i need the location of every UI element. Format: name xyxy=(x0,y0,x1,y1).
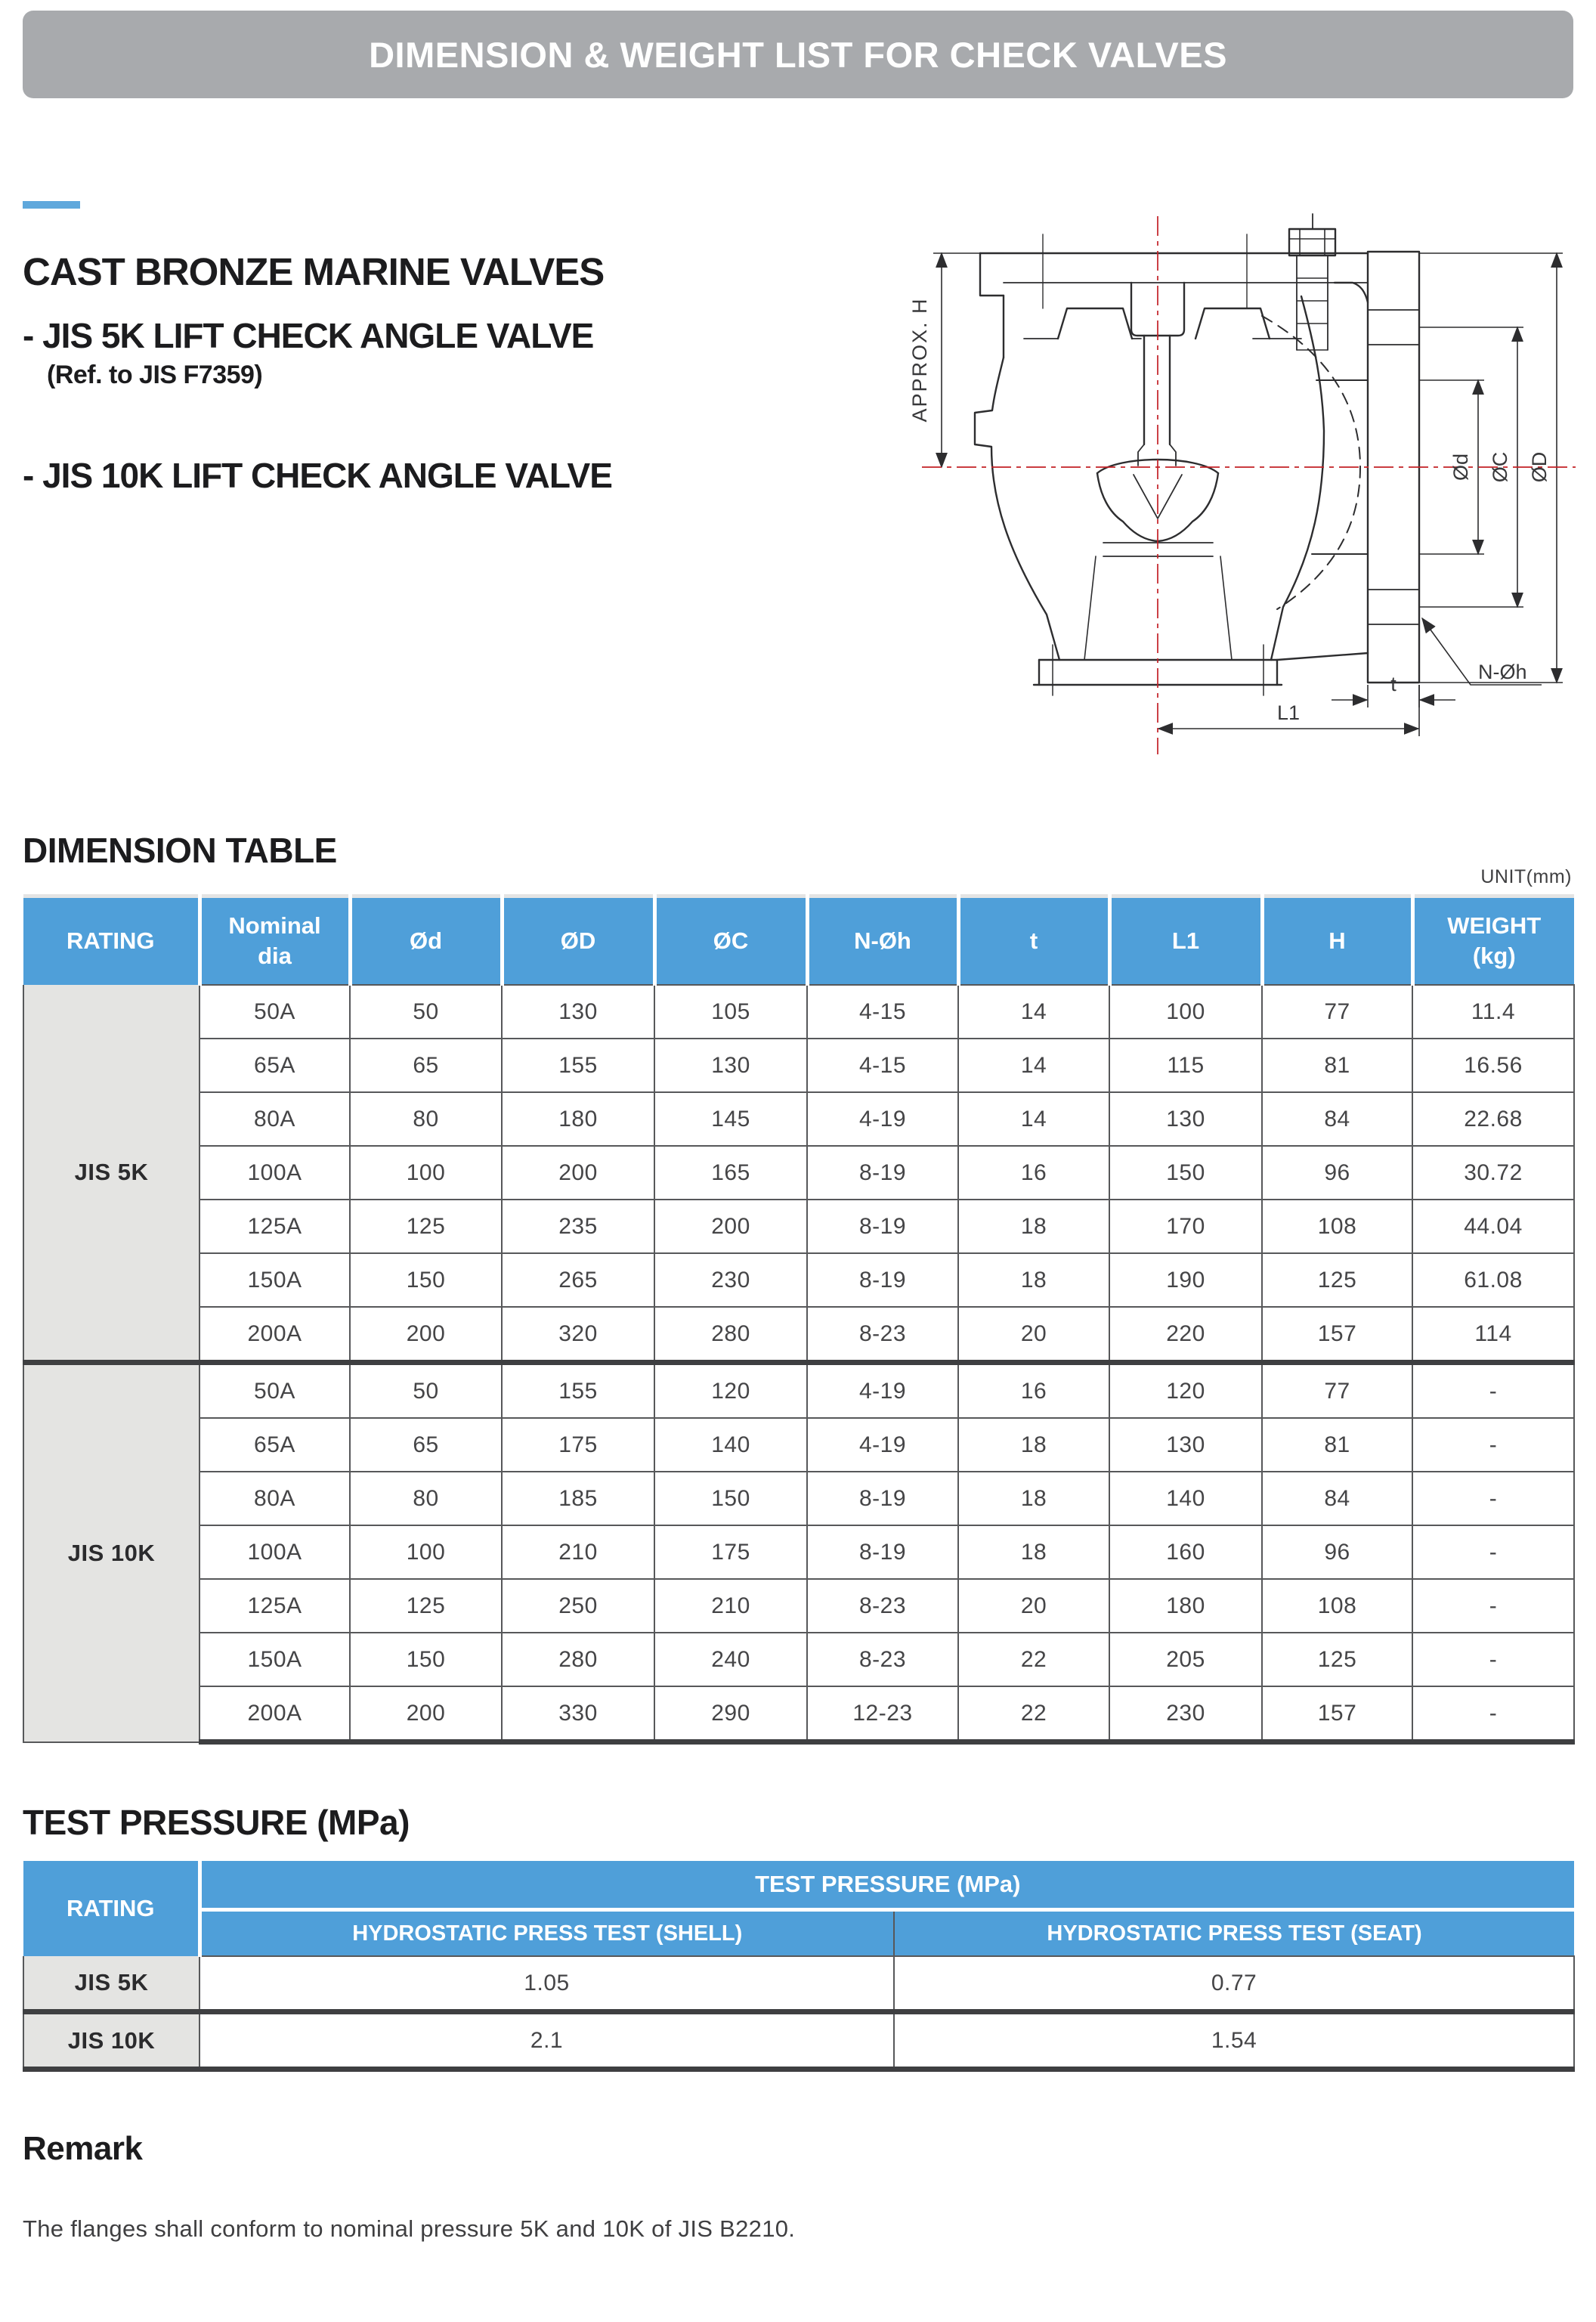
dimension-lines xyxy=(933,253,1563,736)
dimension-cell: 185 xyxy=(502,1472,654,1525)
valve-body-outline xyxy=(975,214,1419,695)
dimension-cell: 205 xyxy=(1109,1633,1262,1686)
dimension-cell: 220 xyxy=(1109,1307,1262,1363)
dimension-cell: 14 xyxy=(958,1039,1109,1092)
dimension-cell: 8-23 xyxy=(807,1579,958,1633)
dimension-cell: 100A xyxy=(200,1146,350,1200)
dimension-cell: 155 xyxy=(502,1039,654,1092)
dimension-cell: 8-19 xyxy=(807,1472,958,1525)
dimension-table-header-row xyxy=(23,896,1574,986)
dimension-cell: 240 xyxy=(654,1633,807,1686)
dimension-cell: 100 xyxy=(350,1146,502,1200)
dimension-cell: 280 xyxy=(502,1633,654,1686)
dimension-cell: 18 xyxy=(958,1472,1109,1525)
dimension-cell: 50 xyxy=(350,985,502,1039)
dimension-cell: 165 xyxy=(654,1146,807,1200)
product-reference: (Ref. to JIS F7359) xyxy=(47,361,263,389)
dimension-cell: 80A xyxy=(200,1092,350,1146)
dimension-cell: 130 xyxy=(654,1039,807,1092)
dimension-cell: 157 xyxy=(1262,1307,1412,1363)
dimension-cell: 20 xyxy=(958,1307,1109,1363)
dimension-cell: 4-19 xyxy=(807,1418,958,1472)
remark-text: The flanges shall conform to nominal pressure 5K and 10K of JIS B2210. xyxy=(23,2215,796,2242)
dimension-cell: 50A xyxy=(200,1363,350,1419)
dimension-cell: 140 xyxy=(654,1418,807,1472)
page-header-bar xyxy=(23,11,1573,98)
column-header: ØD xyxy=(502,896,654,986)
seat-test-header: HYDROSTATIC PRESS TEST (SEAT) xyxy=(894,1910,1574,1957)
dimension-cell: 16 xyxy=(958,1146,1109,1200)
dimension-cell: 150 xyxy=(350,1253,502,1307)
dimension-cell: 230 xyxy=(1109,1686,1262,1742)
dimension-cell: 22 xyxy=(958,1633,1109,1686)
dimension-cell: 200A xyxy=(200,1686,350,1742)
dimension-cell: 160 xyxy=(1109,1525,1262,1579)
pressure-value-cell: 1.05 xyxy=(200,1956,894,2012)
dimension-cell: 175 xyxy=(502,1418,654,1472)
dimension-cell: 96 xyxy=(1262,1525,1412,1579)
column-header: ØC xyxy=(654,896,807,986)
dimension-cell: 200 xyxy=(654,1200,807,1253)
table-row xyxy=(23,1686,1574,1742)
pressure-value-cell: 0.77 xyxy=(894,1956,1574,2012)
dimension-cell: 18 xyxy=(958,1200,1109,1253)
dimension-cell: 81 xyxy=(1262,1039,1412,1092)
product-subtitle-5k: - JIS 5K LIFT CHECK ANGLE VALVE xyxy=(23,316,594,355)
title-block xyxy=(23,249,854,500)
dimension-cell: 235 xyxy=(502,1200,654,1253)
table-row xyxy=(23,2012,1574,2070)
product-title: CAST BRONZE MARINE VALVES xyxy=(23,250,605,293)
dimension-cell: 125A xyxy=(200,1200,350,1253)
dimension-table xyxy=(23,894,1575,1745)
remark-heading: Remark xyxy=(23,2130,143,2167)
dimension-cell: 200 xyxy=(502,1146,654,1200)
dimension-cell: 125 xyxy=(350,1579,502,1633)
label-oc: ØC xyxy=(1489,451,1511,483)
dimension-cell: 44.04 xyxy=(1412,1200,1574,1253)
valve-cross-section-diagram xyxy=(869,195,1587,800)
product-subtitle-10k: - JIS 10K LIFT CHECK ANGLE VALVE xyxy=(23,456,612,495)
label-t: t xyxy=(1390,673,1396,695)
test-pressure-group-header: TEST PRESSURE (MPa) xyxy=(200,1861,1574,1910)
dimension-cell: 125A xyxy=(200,1579,350,1633)
dimension-cell: 175 xyxy=(654,1525,807,1579)
table-row xyxy=(23,1200,1574,1253)
dimension-cell: 105 xyxy=(654,985,807,1039)
dimension-cell: 100 xyxy=(1109,985,1262,1039)
dimension-cell: 200 xyxy=(350,1307,502,1363)
table-row xyxy=(23,1472,1574,1525)
test-pressure-heading: TEST PRESSURE (MPa) xyxy=(23,1803,410,1842)
rating-column-header: RATING xyxy=(23,1861,200,1956)
dimension-cell: 125 xyxy=(350,1200,502,1253)
test-pressure-header-row-2 xyxy=(23,1910,1574,1957)
dimension-cell: 50 xyxy=(350,1363,502,1419)
table-row xyxy=(23,1418,1574,1472)
dimension-cell: 11.4 xyxy=(1412,985,1574,1039)
page-title: DIMENSION & WEIGHT LIST FOR CHECK VALVES xyxy=(369,34,1227,75)
dimension-cell: 22.68 xyxy=(1412,1092,1574,1146)
dimension-cell: 22 xyxy=(958,1686,1109,1742)
table-row xyxy=(23,1307,1574,1363)
pressure-value-cell: 1.54 xyxy=(894,2012,1574,2070)
dimension-cell: 50A xyxy=(200,985,350,1039)
dimension-cell: 114 xyxy=(1412,1307,1574,1363)
dimension-cell: 145 xyxy=(654,1092,807,1146)
dimension-cell: 4-15 xyxy=(807,1039,958,1092)
column-header: N-Øh xyxy=(807,896,958,986)
column-header: L1 xyxy=(1109,896,1262,986)
column-header: RATING xyxy=(23,896,200,986)
dimension-cell: 8-23 xyxy=(807,1633,958,1686)
dimension-cell: - xyxy=(1412,1472,1574,1525)
valve-technical-drawing xyxy=(869,195,1587,800)
dimension-table-body xyxy=(23,985,1574,1742)
dimension-cell: 4-19 xyxy=(807,1363,958,1419)
dimension-cell: - xyxy=(1412,1633,1574,1686)
accent-line xyxy=(23,201,80,209)
dimension-cell: 14 xyxy=(958,1092,1109,1146)
dimension-cell: 130 xyxy=(502,985,654,1039)
dimension-cell: 18 xyxy=(958,1418,1109,1472)
dimension-cell: 8-19 xyxy=(807,1525,958,1579)
dimension-cell: 80 xyxy=(350,1472,502,1525)
column-header: t xyxy=(958,896,1109,986)
dimension-cell: 230 xyxy=(654,1253,807,1307)
dimension-cell: 8-23 xyxy=(807,1307,958,1363)
dimension-cell: 8-19 xyxy=(807,1253,958,1307)
dimension-cell: 80 xyxy=(350,1092,502,1146)
column-header: Ød xyxy=(350,896,502,986)
dimension-cell: 30.72 xyxy=(1412,1146,1574,1200)
dimension-cell: 125 xyxy=(1262,1633,1412,1686)
test-pressure-body xyxy=(23,1956,1574,2070)
table-row xyxy=(23,1363,1574,1419)
dimension-cell: 200 xyxy=(350,1686,502,1742)
dimension-cell: 14 xyxy=(958,985,1109,1039)
table-row xyxy=(23,1146,1574,1200)
table-row xyxy=(23,985,1574,1039)
dimension-cell: 210 xyxy=(654,1579,807,1633)
dimension-cell: 170 xyxy=(1109,1200,1262,1253)
dimension-cell: 265 xyxy=(502,1253,654,1307)
table-row xyxy=(23,1633,1574,1686)
table-row xyxy=(23,1525,1574,1579)
dimension-cell: - xyxy=(1412,1686,1574,1742)
dimension-cell: 157 xyxy=(1262,1686,1412,1742)
dimension-cell: 100A xyxy=(200,1525,350,1579)
dimension-cell: 330 xyxy=(502,1686,654,1742)
dimension-cell: 150A xyxy=(200,1633,350,1686)
dimension-cell: 120 xyxy=(1109,1363,1262,1419)
dimension-cell: 20 xyxy=(958,1579,1109,1633)
dimension-cell: 65A xyxy=(200,1418,350,1472)
dimension-cell: 200A xyxy=(200,1307,350,1363)
dimension-cell: 108 xyxy=(1262,1579,1412,1633)
dimension-cell: 180 xyxy=(1109,1579,1262,1633)
dimension-cell: 180 xyxy=(502,1092,654,1146)
test-pressure-table xyxy=(23,1861,1575,2072)
dimension-cell: 320 xyxy=(502,1307,654,1363)
dimension-cell: 150A xyxy=(200,1253,350,1307)
dimension-cell: 210 xyxy=(502,1525,654,1579)
dimension-cell: 96 xyxy=(1262,1146,1412,1200)
dimension-cell: 130 xyxy=(1109,1418,1262,1472)
dimension-cell: 140 xyxy=(1109,1472,1262,1525)
dimension-cell: 250 xyxy=(502,1579,654,1633)
dimension-cell: 8-19 xyxy=(807,1146,958,1200)
dimension-cell: 18 xyxy=(958,1525,1109,1579)
table-row xyxy=(23,1956,1574,2012)
dimension-cell: 108 xyxy=(1262,1200,1412,1253)
dimension-cell: 4-19 xyxy=(807,1092,958,1146)
dimension-cell: - xyxy=(1412,1418,1574,1472)
label-n-oh: N-Øh xyxy=(1478,661,1527,683)
column-header: H xyxy=(1262,896,1412,986)
dimension-cell: 80A xyxy=(200,1472,350,1525)
test-pressure-header-row-1 xyxy=(23,1861,1574,1910)
column-header: Nominal dia xyxy=(200,896,350,986)
dimension-cell: 65A xyxy=(200,1039,350,1092)
dimension-cell: 4-15 xyxy=(807,985,958,1039)
rating-cell: JIS 5K xyxy=(23,1956,200,2012)
label-od-big: ØD xyxy=(1528,451,1551,483)
dimension-cell: 16.56 xyxy=(1412,1039,1574,1092)
dimension-cell: 77 xyxy=(1262,985,1412,1039)
column-header: WEIGHT (kg) xyxy=(1412,896,1574,986)
dimension-cell: 84 xyxy=(1262,1472,1412,1525)
rating-cell: JIS 5K xyxy=(23,985,200,1363)
dimension-cell: - xyxy=(1412,1579,1574,1633)
shell-test-header: HYDROSTATIC PRESS TEST (SHELL) xyxy=(200,1910,894,1957)
dimension-cell: 8-19 xyxy=(807,1200,958,1253)
dimension-cell: 61.08 xyxy=(1412,1253,1574,1307)
label-od-small: Ød xyxy=(1449,453,1472,481)
rating-cell: JIS 10K xyxy=(23,2012,200,2070)
dimension-cell: 81 xyxy=(1262,1418,1412,1472)
dimension-table-heading: DIMENSION TABLE xyxy=(23,831,337,870)
dimension-cell: 84 xyxy=(1262,1092,1412,1146)
dimension-cell: 120 xyxy=(654,1363,807,1419)
dimension-cell: 18 xyxy=(958,1253,1109,1307)
dimension-cell: 65 xyxy=(350,1418,502,1472)
dimension-cell: 12-23 xyxy=(807,1686,958,1742)
dimension-cell: 65 xyxy=(350,1039,502,1092)
table-row xyxy=(23,1039,1574,1092)
dimension-cell: 115 xyxy=(1109,1039,1262,1092)
dimension-cell: - xyxy=(1412,1363,1574,1419)
table-row xyxy=(23,1253,1574,1307)
rating-cell: JIS 10K xyxy=(23,1363,200,1742)
pressure-value-cell: 2.1 xyxy=(200,2012,894,2070)
unit-note: UNIT(mm) xyxy=(1480,866,1572,887)
dimension-cell: 150 xyxy=(350,1633,502,1686)
dimension-cell: 150 xyxy=(1109,1146,1262,1200)
dimension-cell: 125 xyxy=(1262,1253,1412,1307)
dimension-cell: 290 xyxy=(654,1686,807,1742)
table-row xyxy=(23,1579,1574,1633)
dimension-cell: 16 xyxy=(958,1363,1109,1419)
dimension-cell: - xyxy=(1412,1525,1574,1579)
table-row xyxy=(23,1092,1574,1146)
dimension-cell: 280 xyxy=(654,1307,807,1363)
dimension-cell: 100 xyxy=(350,1525,502,1579)
dimension-cell: 150 xyxy=(654,1472,807,1525)
dimension-cell: 130 xyxy=(1109,1092,1262,1146)
label-approx-h: APPROX. H xyxy=(908,297,931,423)
dimension-cell: 155 xyxy=(502,1363,654,1419)
dimension-cell: 77 xyxy=(1262,1363,1412,1419)
dimension-cell: 190 xyxy=(1109,1253,1262,1307)
label-l1: L1 xyxy=(1276,701,1301,724)
